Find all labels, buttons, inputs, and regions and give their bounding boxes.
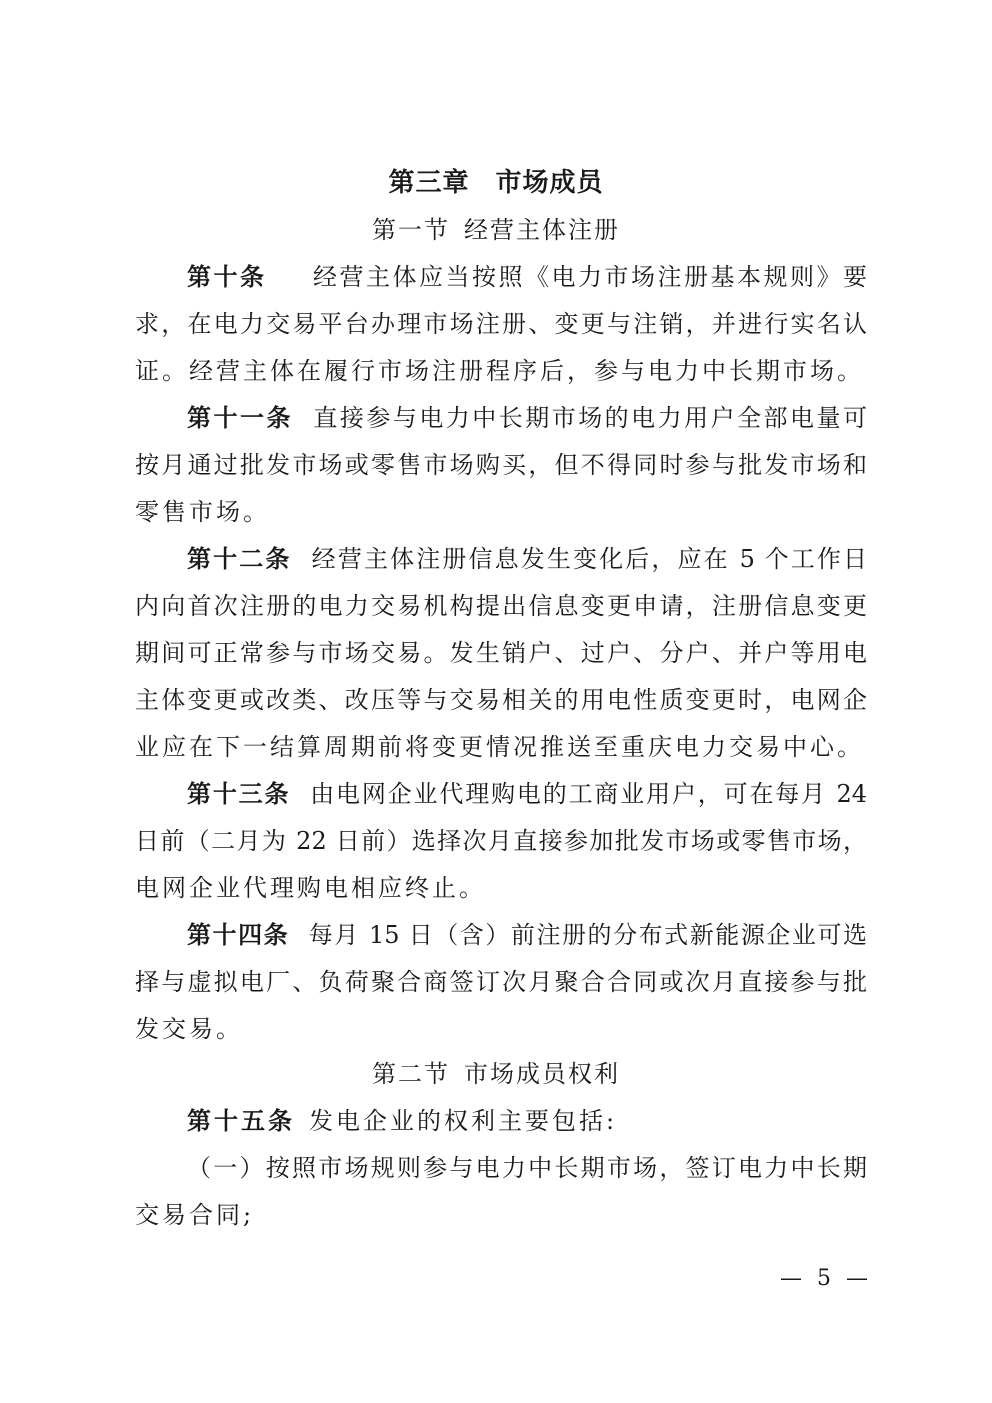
article-11-line-2: 按月通过批发市场或零售市场购买，但不得同时参与批发市场和 (135, 451, 867, 479)
article-10-line-1 (187, 257, 867, 297)
chapter-number: 第三章 (388, 168, 470, 198)
article-label: 第十五条 (187, 1107, 295, 1135)
section-number: 第二节 (372, 1060, 450, 1088)
chapter-title (0, 163, 992, 203)
section-name: 经营主体注册 (464, 216, 620, 244)
article-10-line-3: 证。经营主体在履行市场注册程序后，参与电力中长期市场。 (135, 357, 864, 385)
article-13-line-1 (187, 774, 867, 814)
chapter-name: 市场成员 (495, 168, 604, 198)
article-label: 第十四条 (187, 921, 290, 949)
article-10-line-2: 求，在电力交易平台办理市场注册、变更与注销，并进行实名认 (135, 310, 867, 338)
article-12-line-1 (187, 539, 867, 579)
article-label: 第十三条 (187, 780, 291, 808)
article-text: 经营主体应当按照《电力市场注册基本规则》要 (310, 263, 867, 291)
article-label: 第十二条 (187, 545, 292, 573)
article-text: 由电网企业代理购电的工商业用户，可在每月 24 (308, 780, 867, 808)
article-11-line-3: 零售市场。 (135, 498, 270, 526)
article-14-line-3: 发交易。 (135, 1015, 243, 1043)
article-text: 发电企业的权利主要包括: (309, 1107, 618, 1135)
article-15-line-1 (187, 1101, 867, 1141)
article-label: 第十一条 (187, 404, 293, 432)
article-12-line-3: 期间可正常参与市场交易。发生销户、过户、分户、并户等用电 (135, 639, 867, 667)
article-13-line-2: 日前（二月为 22 日前）选择次月直接参加批发市场或零售市场， (135, 827, 867, 855)
article-14-line-2: 择与虚拟电厂、负荷聚合商签订次月聚合合同或次月直接参与批 (135, 968, 867, 996)
article-text: 直接参与电力中长期市场的电力用户全部电量可 (310, 404, 868, 432)
article-11-line-1 (187, 398, 867, 438)
article-12-line-5: 业应在下一结算周期前将变更情况推送至重庆电力交易中心。 (135, 733, 864, 761)
article-12-line-4: 主体变更或改类、改压等与交易相关的用电性质变更时，电网企 (135, 686, 867, 714)
item-1-line-2: 交易合同; (135, 1201, 255, 1229)
page-number: — 5 — (780, 1266, 872, 1291)
article-14-line-1 (187, 915, 867, 955)
item-1-line-1: （一）按照市场规则参与电力中长期市场，签订电力中长期 (187, 1154, 867, 1182)
article-text: 每月 15 日（含）前注册的分布式新能源企业可选 (307, 921, 868, 949)
article-12-line-2: 内向首次注册的电力交易机构提出信息变更申请，注册信息变更 (135, 592, 867, 620)
section-name: 市场成员权利 (464, 1060, 620, 1088)
section-title-2 (0, 1054, 992, 1094)
article-label: 第十条 (187, 263, 267, 291)
article-text: 经营主体注册信息发生变化后，应在 5 个工作日 (309, 545, 868, 573)
section-number: 第一节 (372, 216, 450, 244)
section-title-1 (0, 210, 992, 250)
article-13-line-3: 电网企业代理购电相应终止。 (135, 874, 486, 902)
